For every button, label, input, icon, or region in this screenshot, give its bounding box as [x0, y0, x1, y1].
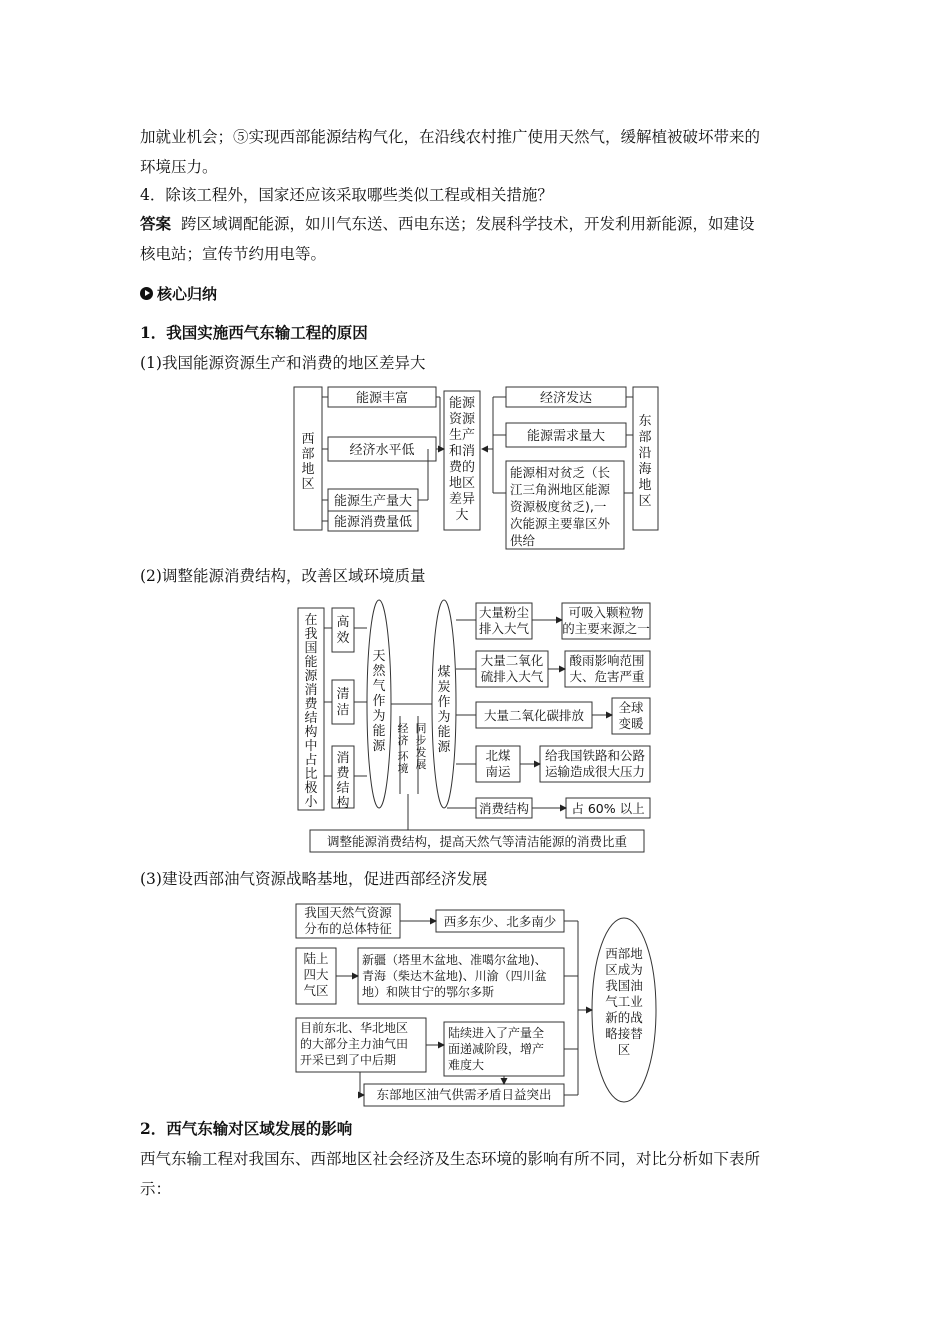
d2-row-effect: 占 60% 以上: [571, 801, 645, 816]
d2-gas-label: 天然气作为能源: [372, 649, 386, 754]
d1-east-item: 经济发达: [539, 391, 593, 406]
heading-1: 1．我国实施西气东输工程的原因: [140, 323, 368, 342]
d2-mid-label: 经济环境: [397, 722, 409, 775]
d1-east-note: 供给: [510, 533, 536, 548]
intro-paragraph: [140, 122, 812, 182]
d2-bottom-label: 调整能源消费结构，提高天然气等清洁能源的消费比重: [326, 834, 628, 849]
d2-row-effect: 给我国铁路和公路运输造成很大压力: [544, 748, 646, 779]
d1-east-note: 江三角洲地区能源: [510, 482, 611, 497]
d1-east-item: 能源需求量大: [526, 429, 606, 444]
section-title: 核心归纳: [157, 285, 218, 303]
d3-region-line: 青海（柴达木盆地)、川渝（四川盆: [362, 969, 547, 983]
d2-coal-label: 煤炭作为能源: [437, 665, 451, 755]
diagram-western-base: [290, 900, 660, 1110]
d1-west-item: 能源丰富: [355, 391, 409, 406]
answer-4: [140, 209, 812, 269]
d1-west-item: 经济水平低: [349, 443, 415, 458]
d2-gas-trait: 高效: [336, 615, 350, 646]
d2-row-effect: 可吸入颗粒物的主要来源之一: [562, 605, 650, 636]
intro-line-2: 环境压力。: [140, 158, 218, 176]
d3-top-left: 我国天然气资源分布的总体特征: [304, 905, 392, 936]
section-header: [140, 283, 217, 304]
d2-row-cause: 北煤南运: [485, 748, 511, 779]
d2-row-cause: 消费结构: [478, 801, 530, 816]
d3-result-label: 西部地区成为我国油气工业新的战略接替区: [605, 946, 643, 1057]
d3-fields-left: 的大部分主力油气田: [300, 1037, 409, 1051]
d3-fields-left: 目前东北、华北地区: [300, 1021, 409, 1035]
question-4: 4．除该工程外，国家还应该采取哪些类似工程或相关措施？: [140, 186, 553, 204]
diagram-consumption-structure: [290, 598, 660, 856]
d1-east-label: 东部沿海地区: [638, 414, 652, 509]
d1-east-note: 能源相对贫乏（长: [510, 465, 611, 480]
closing-paragraph: [140, 1144, 812, 1204]
play-circle-icon: [140, 287, 153, 300]
answer-line-1: 跨区域调配能源，如川气东送、西电东送；发展科学技术，开发利用新能源，如建设: [181, 215, 755, 233]
d3-bottom-label: 东部地区油气供需矛盾日益突出: [376, 1087, 552, 1102]
d1-east-note: 资源极度贫乏),一: [510, 499, 607, 514]
d1-east-note: 次能源主要靠区外: [510, 516, 611, 531]
d2-row-effect: 酸雨影响范围大、危害严重: [569, 653, 645, 684]
sub-heading-1: (1)我国能源资源生产和消费的地区差异大: [140, 354, 426, 372]
heading-2: 2．西气东输对区域发展的影响: [140, 1119, 353, 1138]
d3-land-label: 陆上四大气区: [303, 951, 329, 998]
d1-west-item: 能源生产量大: [333, 494, 413, 509]
d1-west-label: 西部地区: [301, 432, 315, 492]
d3-fields-left: 开采已到了中后期: [300, 1053, 397, 1067]
d2-gas-trait: 清洁: [336, 687, 350, 718]
d2-gas-trait: 消费结构: [336, 751, 350, 811]
d3-region-line: 新疆（塔里木盆地、准噶尔盆地)、: [362, 953, 547, 967]
answer-label: 答案: [140, 214, 172, 233]
sub-heading-3: (3)建设西部油气资源战略基地，促进西部经济发展: [140, 870, 488, 888]
answer-line-2: 核电站；宣传节约用电等。: [140, 245, 327, 263]
d1-west-item: 能源消费量低: [333, 515, 413, 530]
diagram-energy-difference: [288, 383, 663, 553]
closing-line-1: 西气东输工程对我国东、西部地区社会经济及生态环境的影响有所不同，对比分析如下表所: [140, 1150, 761, 1168]
d2-row-effect: 全球变暖: [618, 700, 644, 731]
d3-fields-right: 面递减阶段，增产: [448, 1042, 545, 1056]
d3-fields-right: 难度大: [448, 1058, 485, 1072]
d2-row-cause: 大量二氧化碳排放: [483, 708, 585, 723]
closing-line-2: 示：: [140, 1180, 172, 1198]
d2-mid-label: 同步发展: [415, 722, 427, 771]
d3-region-line: 地）和陕甘宁的鄂尔多斯: [362, 985, 495, 999]
intro-line-1: 加就业机会；⑤实现西部能源结构气化，在沿线农村推广使用天然气，缓解植被破坏带来的: [140, 128, 761, 146]
d2-left-label: 在我国能源消费结构中占比极小: [304, 613, 318, 810]
sub-heading-2: (2)调整能源消费结构，改善区域环境质量: [140, 567, 426, 585]
d1-center-label: 能源资源生产和消费的地区差异大: [448, 396, 476, 523]
d3-top-right: 西多东少、北多南少: [443, 914, 557, 929]
d3-fields-right: 陆续进入了产量全: [448, 1026, 545, 1040]
d2-row-cause: 大量二氧化硫排入大气: [480, 653, 544, 684]
d2-row-cause: 大量粉尘排入大气: [478, 605, 530, 636]
